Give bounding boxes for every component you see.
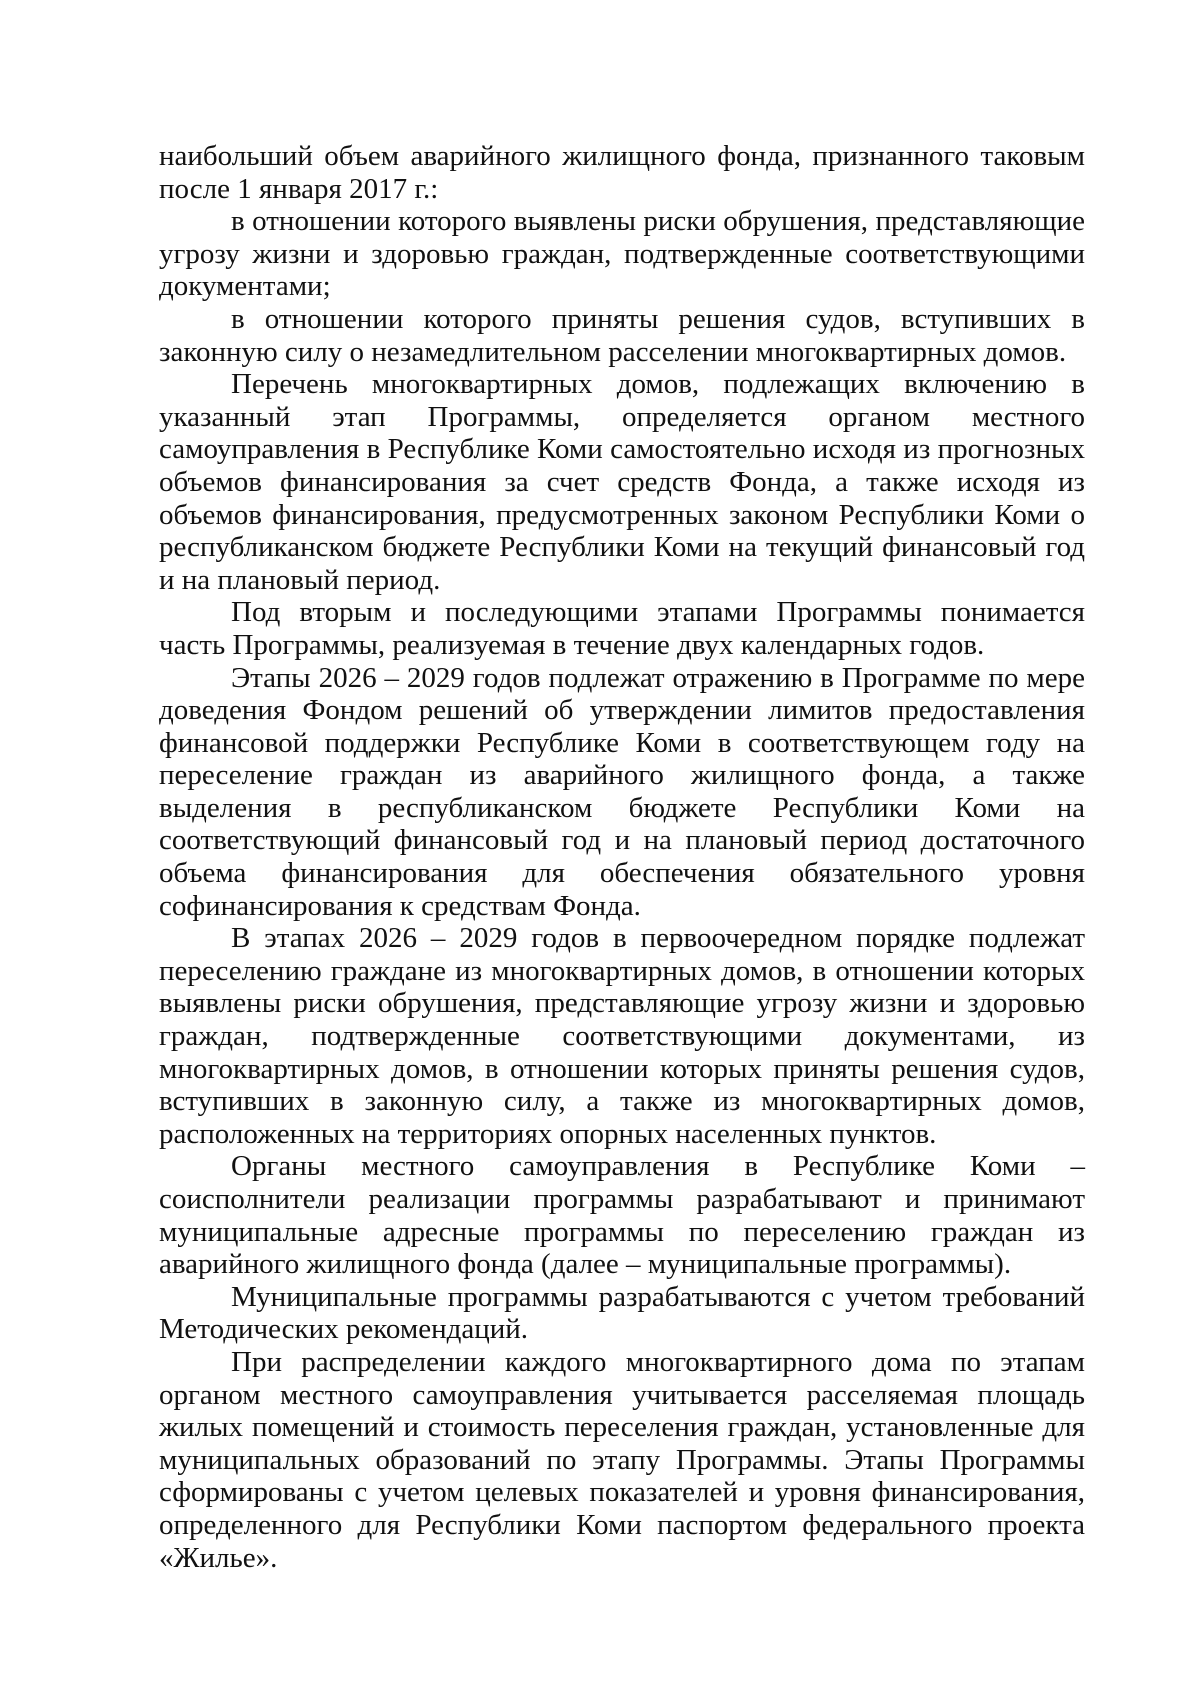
paragraph-court-decisions: в отношении которого приняты решения судов, вступивших в законную силу о незамедлительном расселении многоквартирных домов.	[159, 302, 1085, 368]
paragraph-methodical-recommendations: Муниципальные программы разрабатываются с учетом требований Методических рекомендаций.	[159, 1280, 1085, 1346]
document-page	[159, 140, 1085, 1574]
paragraph-stages-2026-2029: Этапы 2026 – 2029 годов подлежат отражению в Программе по мере доведения Фондом решений об утверждении лимитов предоставления финансовой поддержки Республике Коми в соответствующем году на переселение граждан из аварийного жилищного фонда, а также выделения в республиканском бюджете Республики Коми на соответствующий финансовый год и на плановый период достаточного объема финансирования для обеспечения обязательного уровня софинансирования к средствам Фонда.	[159, 661, 1085, 922]
paragraph-second-stages: Под вторым и последующими этапами Программы понимается часть Программы, реализуемая в течение двух календарных годов.	[159, 596, 1085, 661]
paragraph-municipal-programs: Органы местного самоуправления в Республике Коми – соисполнители реализации программы разрабатывают и принимают муниципальные адресные программы по переселению граждан из аварийного жилищного фонда (далее – муниципальные программы).	[159, 1150, 1085, 1281]
paragraph-distribution-by-stages: При распределении каждого многоквартирного дома по этапам органом местного самоуправления учитывается расселяемая площадь жилых помещений и стоимость переселения граждан, установленные для муниципальных образований по этапу Программы. Этапы Программы сформированы с учетом целевых показателей и уровня финансирования, определенного для Республики Коми паспортом федерального проекта «Жилье».	[159, 1345, 1085, 1574]
paragraph-risk-collapse: в отношении которого выявлены риски обрушения, представляющие угрозу жизни и здоровью граждан, подтвержденные соответствующими документами;	[159, 205, 1085, 303]
paragraph-house-list: Перечень многоквартирных домов, подлежащих включению в указанный этап Программы, определяется органом местного самоуправления в Республике Коми самостоятельно исходя из прогнозных объемов финансирования за счет средств Фонда, а также исходя из объемов финансирования, предусмотренных законом Республики Коми о республиканском бюджете Республики Коми на текущий финансовый год и на плановый период.	[159, 368, 1085, 596]
paragraph-continuation: наибольший объем аварийного жилищного фонда, признанного таковым после 1 января 2017 г.:	[159, 140, 1085, 205]
paragraph-priority-resettlement: В этапах 2026 – 2029 годов в первоочередном порядке подлежат переселению граждане из многоквартирных домов, в отношении которых выявлены риски обрушения, представляющие угрозу жизни и здоровью граждан, подтвержденные соответствующими документами, из многоквартирных домов, в отношении которых приняты решения судов, вступивших в законную силу, а также из многоквартирных домов, расположенных на территориях опорных населенных пунктов.	[159, 922, 1085, 1150]
